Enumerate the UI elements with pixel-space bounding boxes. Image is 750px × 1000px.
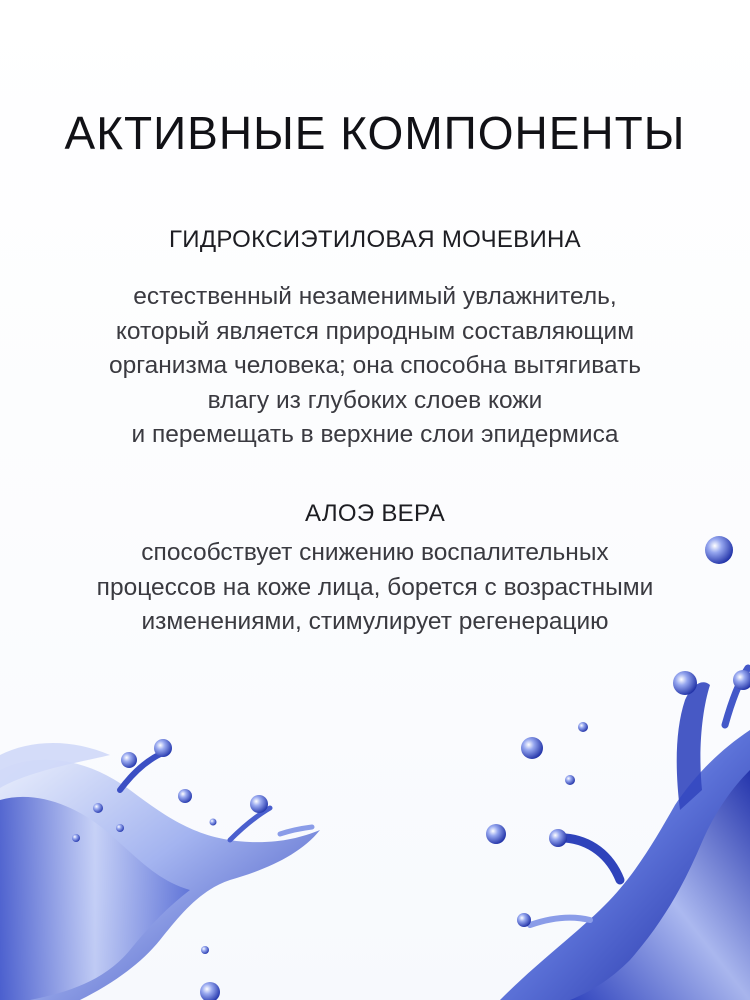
description-line: который является природным составляющим [115,317,635,345]
description-line: естественный незаменимый увлажнитель, [133,283,617,310]
description-line: влагу из глубоких слоев кожи [207,386,543,414]
description-line: изменениями, стимулирует регенерацию [141,608,609,635]
description-line: процессов на коже лица, борется с возрастными [96,573,654,601]
description-line: организма человека; она способна вытягивать [108,352,642,379]
page-title: АКТИВНЫЕ КОМПОНЕНТЫ [64,107,686,159]
description-line: способствует снижению воспалительных [141,539,609,566]
ingredient-description-hydroxyethyl-urea [20,280,730,453]
water-splash-right-icon [470,520,750,1000]
ingredient-title-hydroxyethyl-urea: ГИДРОКСИЭТИЛОВАЯ МОЧЕВИНА [169,226,581,253]
water-splash-left-icon [0,730,330,1000]
ingredient-title-aloe-vera: АЛОЭ ВЕРА [305,500,445,527]
description-line: и перемещать в верхние слои эпидермиса [131,421,619,448]
